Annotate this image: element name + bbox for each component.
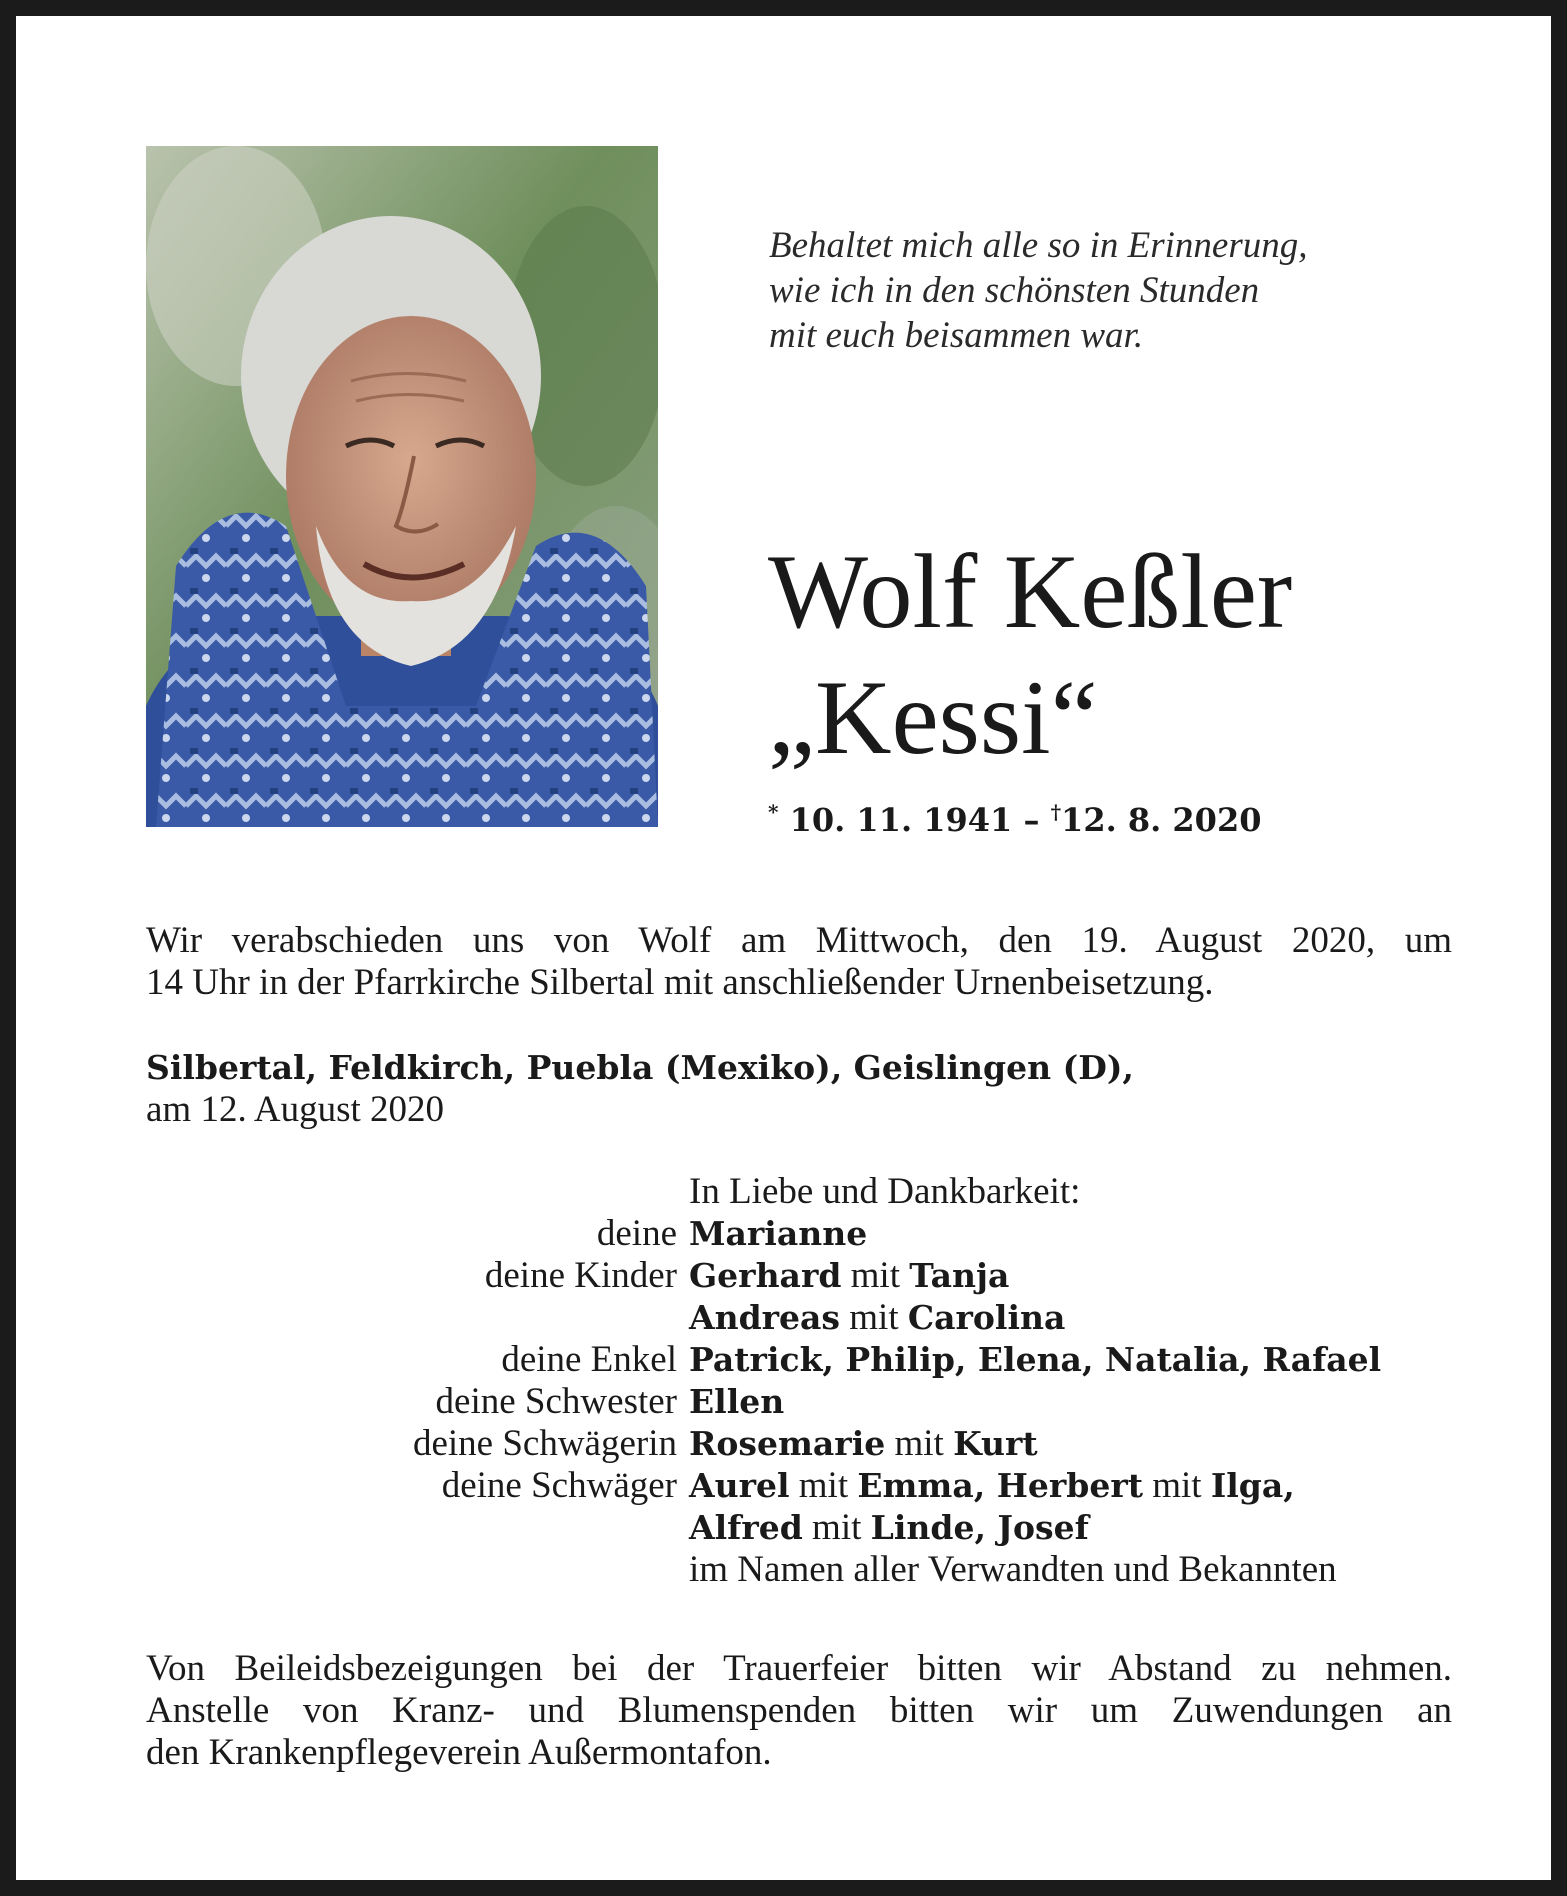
closing-note xyxy=(146,1648,1452,1774)
mourner-name: Andreas xyxy=(689,1298,841,1337)
mourner-names xyxy=(689,1465,1295,1507)
mourner-names xyxy=(689,1339,1381,1381)
mourner-row xyxy=(146,1381,1466,1423)
mourner-row xyxy=(146,1255,1466,1297)
portrait-illustration xyxy=(146,146,658,827)
birth-date: 10. 11. 1941 xyxy=(789,801,1013,839)
places-line: Silbertal, Feldkirch, Puebla (Mexiko), Geislingen (D), xyxy=(146,1048,1134,1087)
mourners-intro: In Liebe und Dankbarkeit: xyxy=(689,1171,1081,1212)
closing-line: den Krankenpflegeverein Außermontafon. xyxy=(146,1732,772,1773)
mourner-names xyxy=(689,1423,1038,1465)
mourner-names xyxy=(689,1549,1337,1591)
deceased-name-block xyxy=(768,529,1488,781)
relation-label: deine Schwäger xyxy=(441,1465,677,1506)
connector-text: mit xyxy=(885,1423,954,1464)
relation-label xyxy=(146,1549,689,1591)
funeral-announcement xyxy=(146,920,1452,1004)
announcement-line: Wir verabschieden uns von Wolf am Mittwoch, den 19. August 2020, um xyxy=(146,920,1452,961)
mourner-row xyxy=(146,1465,1466,1507)
mourners-list xyxy=(146,1171,1466,1591)
quote-line: Behaltet mich alle so in Erinnerung, xyxy=(769,225,1308,266)
portrait-photo xyxy=(146,146,658,827)
mourner-name: Alfred xyxy=(689,1508,803,1547)
mourner-row xyxy=(146,1507,1466,1549)
date-separator: – xyxy=(1023,801,1040,839)
place-and-date xyxy=(146,1047,1452,1131)
mourner-name: Patrick, Philip, Elena, Natalia, Rafael xyxy=(689,1340,1382,1379)
quote-line: mit euch beisammen war. xyxy=(769,315,1144,356)
mourner-name: Kurt xyxy=(953,1424,1038,1463)
mourner-row xyxy=(146,1213,1466,1255)
relation-label: deine Schwester xyxy=(435,1381,677,1422)
connector-text: mit xyxy=(840,1297,908,1338)
connector-text: mit xyxy=(841,1255,910,1296)
connector-text: mit xyxy=(789,1465,858,1506)
mourner-name: Carolina xyxy=(907,1298,1066,1337)
connector-text: im Namen aller Verwandten und Bekannten xyxy=(689,1549,1337,1590)
connector-text: mit xyxy=(802,1507,871,1548)
mourners-intro-row xyxy=(146,1171,1466,1213)
closing-line: Anstelle von Kranz- und Blumenspenden bitten wir um Zuwendungen an xyxy=(146,1690,1452,1731)
date-line: am 12. August 2020 xyxy=(146,1089,445,1130)
announcement-line: 14 Uhr in der Pfarrkirche Silbertal mit anschließender Urnenbeisetzung. xyxy=(146,962,1214,1003)
mourner-row xyxy=(146,1339,1466,1381)
mourner-name: Gerhard xyxy=(689,1256,842,1295)
relation-label xyxy=(146,1297,689,1339)
mourner-row xyxy=(146,1423,1466,1465)
relation-label: deine Enkel xyxy=(501,1339,677,1380)
mourner-names xyxy=(689,1297,1065,1339)
relation-label: deine Kinder xyxy=(484,1255,677,1296)
relation-label: deine xyxy=(596,1213,677,1254)
mourner-names xyxy=(689,1507,1089,1549)
relation-label xyxy=(146,1507,689,1549)
mourner-name: Ellen xyxy=(689,1382,785,1421)
relation-label: deine Schwägerin xyxy=(412,1423,677,1464)
mourner-name: Emma, Herbert xyxy=(857,1466,1143,1505)
mourner-name: Linde, Josef xyxy=(870,1508,1089,1547)
mourner-names xyxy=(689,1255,1009,1297)
mourner-names xyxy=(689,1381,784,1423)
mourner-name: Tanja xyxy=(909,1256,1010,1295)
death-date: 12. 8. 2020 xyxy=(1061,801,1262,839)
deceased-name: Wolf Keßler xyxy=(768,533,1293,650)
mourner-name: Rosemarie xyxy=(689,1424,886,1463)
mourner-row xyxy=(146,1297,1466,1339)
connector-text: mit xyxy=(1142,1465,1211,1506)
life-dates xyxy=(768,792,1261,840)
mourner-row xyxy=(146,1549,1466,1591)
deceased-nickname: „Kessi“ xyxy=(768,659,1098,776)
death-cross-icon: † xyxy=(1050,800,1062,824)
mourner-name: Aurel xyxy=(689,1466,790,1505)
quote-line: wie ich in den schönsten Stunden xyxy=(769,270,1260,311)
memorial-quote xyxy=(769,223,1389,358)
mourner-name: Ilga, xyxy=(1210,1466,1295,1505)
birth-star-icon: * xyxy=(768,800,779,824)
mourner-names xyxy=(689,1213,867,1255)
closing-line: Von Beileidsbezeigungen bei der Trauerfeier bitten wir Abstand zu nehmen. xyxy=(146,1648,1452,1689)
mourner-name: Marianne xyxy=(689,1214,868,1253)
mourner-rows xyxy=(146,1213,1466,1591)
